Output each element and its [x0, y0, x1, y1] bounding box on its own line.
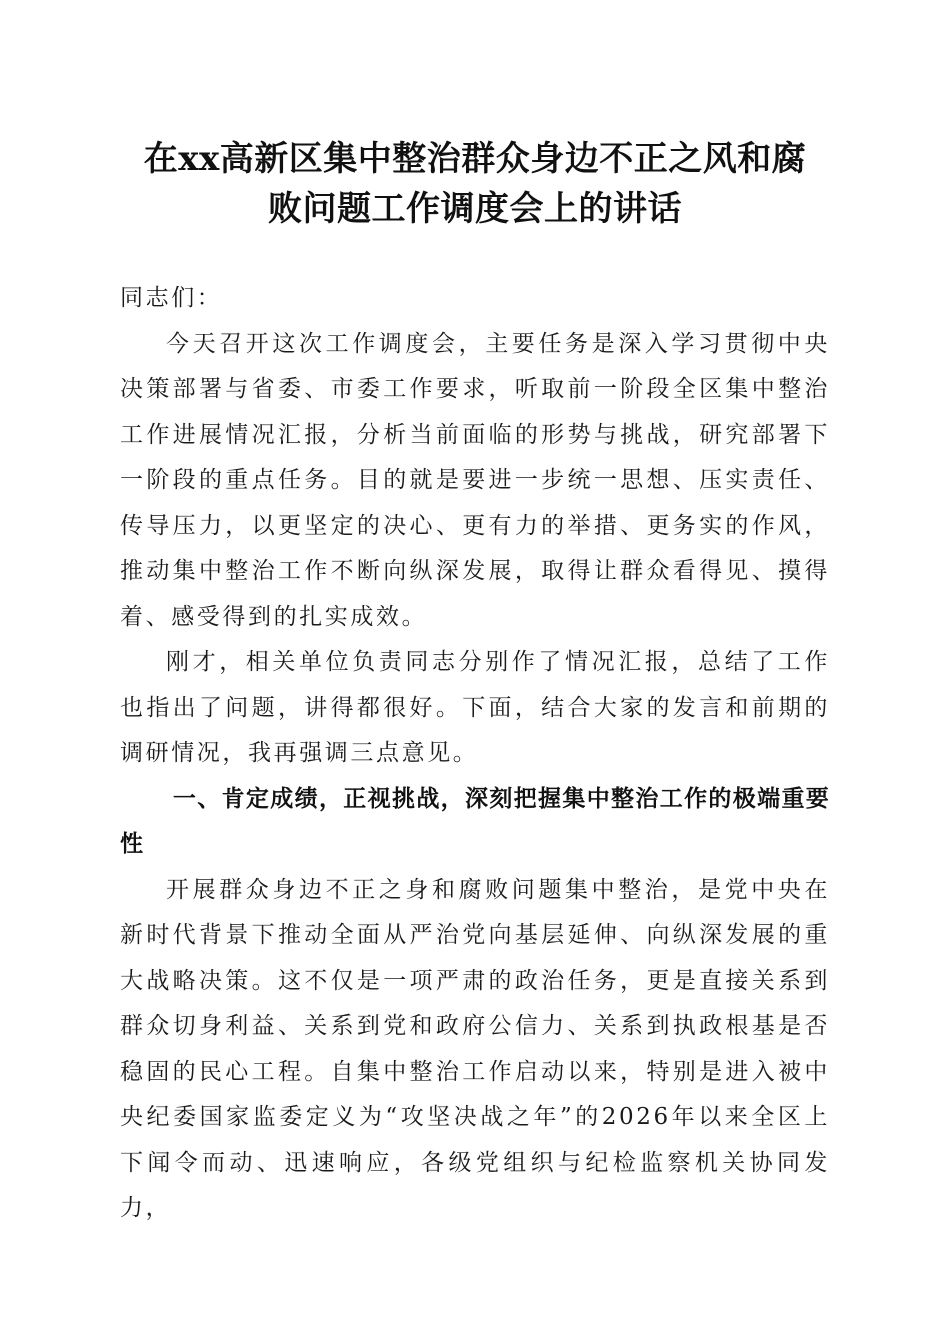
document-body: [120, 276, 830, 1232]
document-title: [100, 134, 850, 234]
section-heading-1: 一、肯定成绩，正视挑战，深刻把握集中整治工作的极端重要性: [120, 785, 830, 857]
paragraph-intro-points: 刚才，相关单位负责同志分别作了情况汇报，总结了工作也指出了问题，讲得都很好。下面，结合大家的发言和前期的调研情况，我再强调三点意见。: [120, 649, 830, 766]
title-line-1: 在xx高新区集中整治群众身边不正之风和腐: [143, 139, 807, 179]
title-line-2: 败问题工作调度会上的讲话: [268, 189, 682, 229]
salutation: 同志们：: [120, 285, 223, 311]
section-1-paragraph: 开展群众身边不正之身和腐败问题集中整治，是党中央在新时代背景下推动全面从严治党向基层延伸、向纵深发展的重大战略决策。这不仅是一项严肃的政治任务，更是直接关系到群众切身利益、关系到党和政府公信力、关系到执政根基是否稳固的民心工程。自集中整治工作启动以来，特别是进入被中央纪委国家监委定义为“攻坚决战之年”的2026年以来全区上下闻令而动、迅速响应，各级党组织与纪检监察机关协同发力，: [120, 876, 830, 1221]
paragraph-opening: 今天召开这次工作调度会，主要任务是深入学习贯彻中央决策部署与省委、市委工作要求，听取前一阶段全区集中整治工作进展情况汇报，分析当前面临的形势与挑战，研究部署下一阶段的重点任务。目的就是要进一步统一思想、压实责任、传导压力，以更坚定的决心、更有力的举措、更务实的作风，推动集中整治工作不断向纵深发展，取得让群众看得见、摸得着、感受得到的扎实成效。: [120, 330, 830, 630]
